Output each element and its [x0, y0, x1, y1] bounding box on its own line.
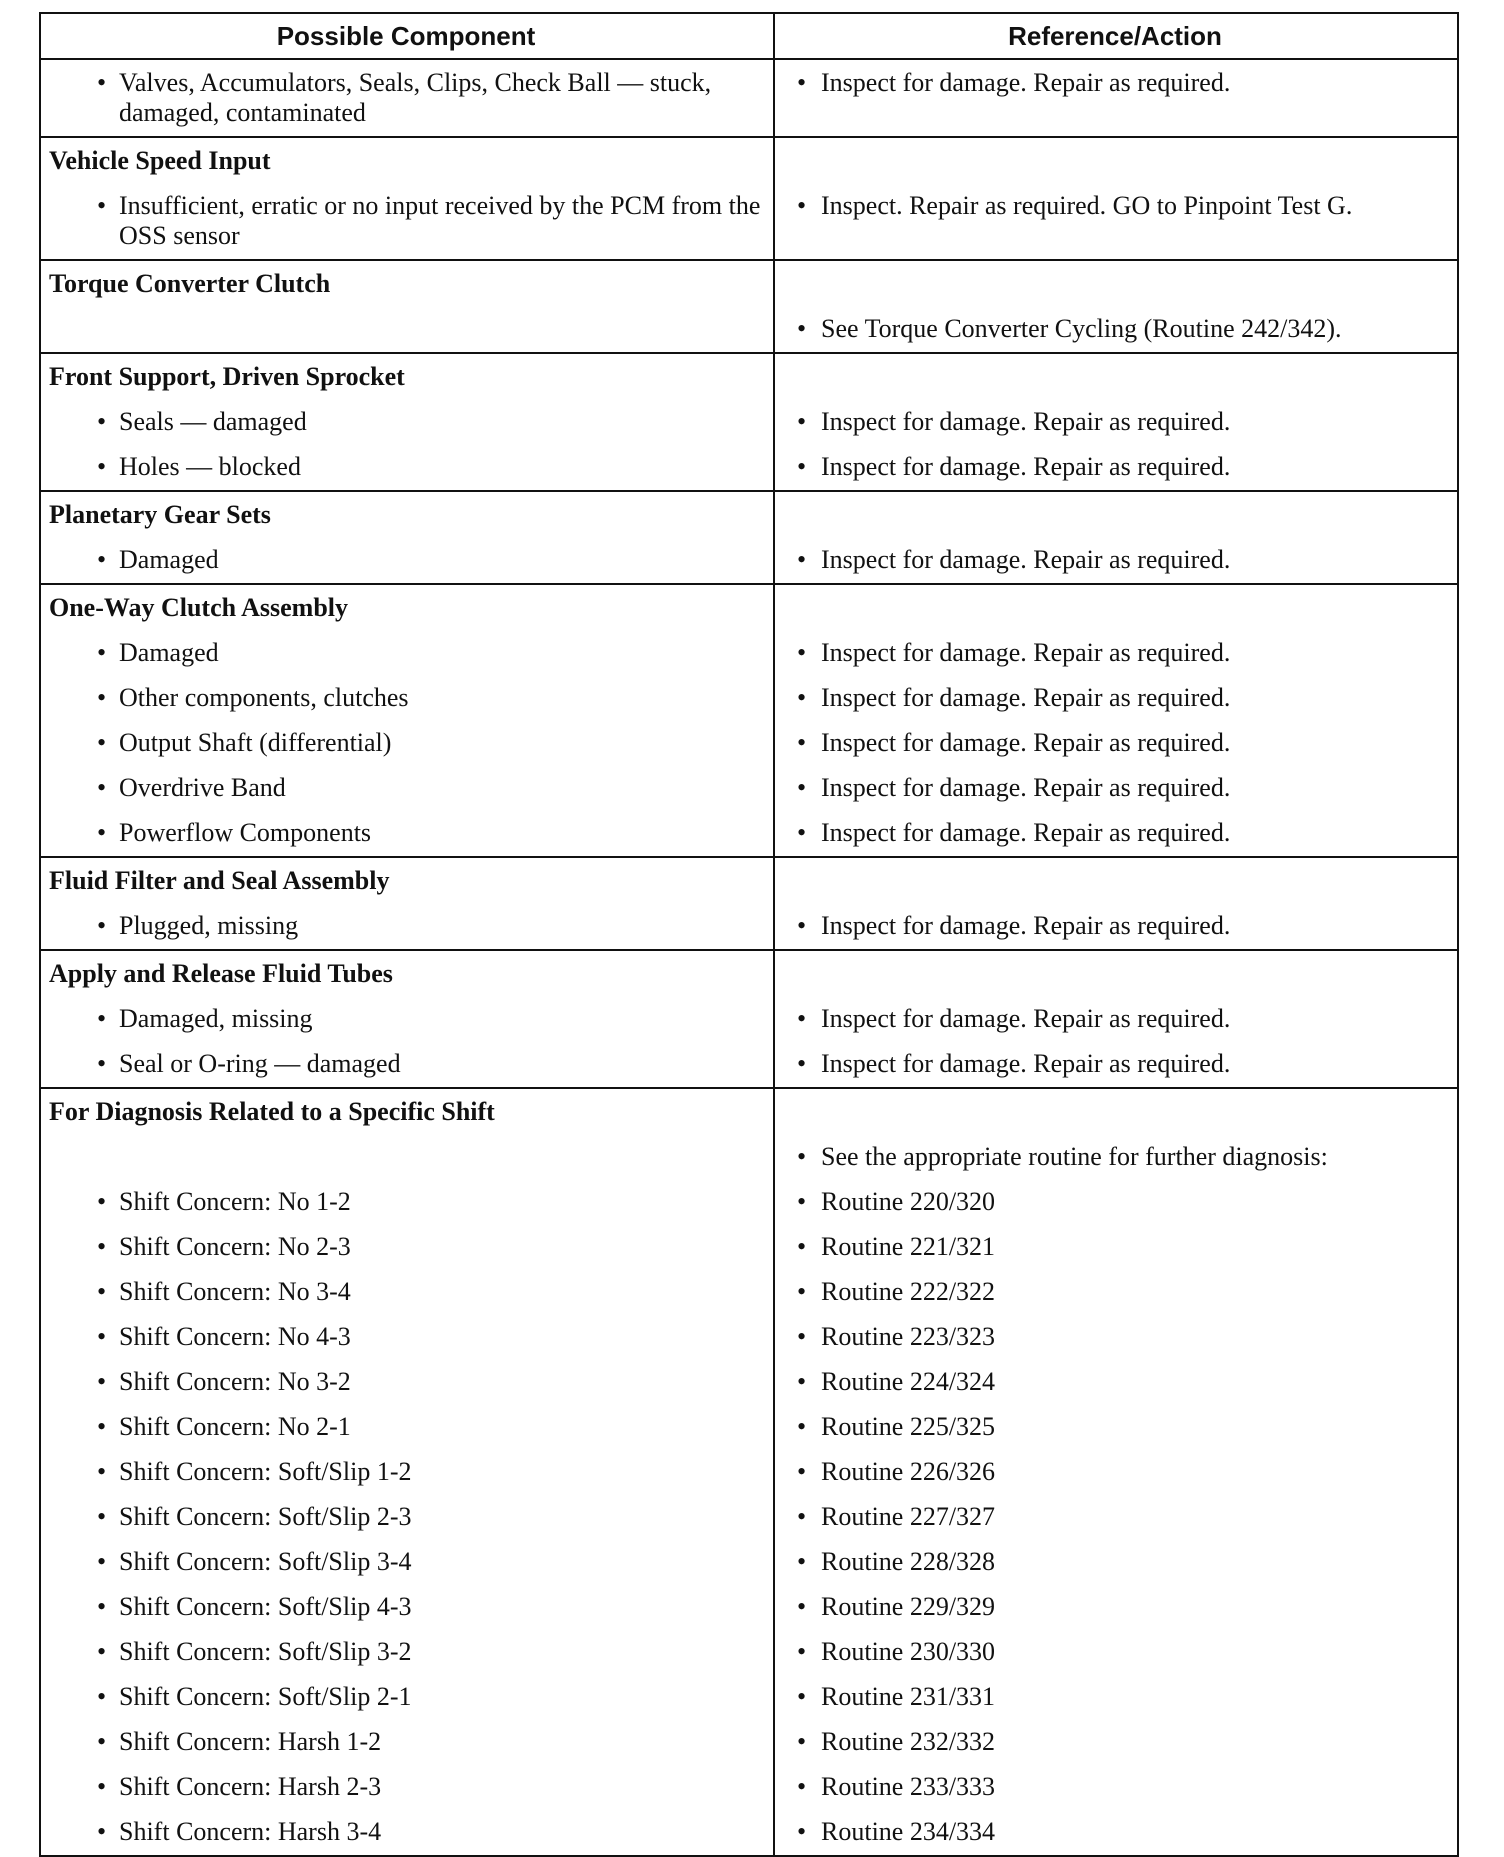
component-text: Plugged, missing — [119, 911, 299, 940]
action-item — [783, 728, 1447, 758]
component-item — [49, 1187, 763, 1217]
component-text: Output Shaft (differential) — [119, 728, 392, 757]
action-cell — [775, 858, 1457, 949]
action-item — [783, 818, 1447, 848]
action-item — [783, 314, 1447, 344]
action-item — [783, 1142, 1447, 1172]
header-reference-action: Reference/Action — [1008, 21, 1222, 51]
action-item — [783, 1004, 1447, 1034]
action-text: Routine 234/334 — [821, 1817, 996, 1846]
bullet-icon: • — [97, 1049, 107, 1078]
component-text: Other components, clutches — [119, 683, 409, 712]
group-title-spacer — [783, 866, 1447, 896]
component-text: Shift Concern: Soft/Slip 4-3 — [119, 1592, 412, 1621]
bullet-icon: • — [797, 452, 807, 481]
component-text: Shift Concern: Harsh 3-4 — [119, 1817, 382, 1846]
action-item — [783, 1682, 1447, 1712]
bullet-icon: • — [797, 911, 807, 940]
action-text: Inspect for damage. Repair as required. — [821, 728, 1231, 757]
action-item — [783, 1727, 1447, 1757]
action-item — [783, 1412, 1447, 1442]
component-item — [49, 818, 763, 848]
bullet-icon: • — [797, 1232, 807, 1261]
component-text: Damaged — [119, 638, 219, 667]
action-item — [783, 1502, 1447, 1532]
group-title: Planetary Gear Sets — [49, 500, 271, 529]
bullet-icon: • — [97, 1457, 107, 1486]
bullet-icon: • — [97, 1817, 107, 1846]
component-text: Seal or O-ring — damaged — [119, 1049, 401, 1078]
action-item — [783, 773, 1447, 803]
bullet-icon: • — [97, 728, 107, 757]
group-title: Torque Converter Clutch — [49, 269, 331, 298]
action-text: Routine 230/330 — [821, 1637, 996, 1666]
component-item — [49, 1682, 763, 1712]
bullet-icon: • — [797, 1049, 807, 1078]
bullet-icon: • — [797, 1277, 807, 1306]
bullet-icon: • — [97, 545, 107, 574]
component-item — [49, 911, 763, 941]
component-item — [49, 1232, 763, 1262]
group-title: One-Way Clutch Assembly — [49, 593, 349, 622]
bullet-icon: • — [97, 1772, 107, 1801]
component-cell — [41, 354, 775, 490]
component-item — [49, 1772, 763, 1802]
bullet-icon: • — [797, 1004, 807, 1033]
component-item — [49, 68, 763, 128]
component-cell — [41, 858, 775, 949]
component-text: Shift Concern: Soft/Slip 3-2 — [119, 1637, 412, 1666]
bullet-icon: • — [797, 818, 807, 847]
component-text: Shift Concern: Soft/Slip 3-4 — [119, 1547, 412, 1576]
bullet-icon: • — [797, 638, 807, 667]
action-item — [783, 191, 1447, 251]
action-item — [783, 1232, 1447, 1262]
action-item — [783, 68, 1447, 128]
action-item — [783, 683, 1447, 713]
table-row-group-vehicle-speed-input — [41, 136, 1457, 259]
action-cell — [775, 951, 1457, 1087]
action-text: Routine 224/324 — [821, 1367, 996, 1396]
action-text: See Torque Converter Cycling (Routine 242/342). — [821, 314, 1342, 343]
component-text: Shift Concern: No 2-3 — [119, 1232, 351, 1261]
action-item — [783, 1637, 1447, 1667]
action-text: Routine 231/331 — [821, 1682, 996, 1711]
group-title: Front Support, Driven Sprocket — [49, 362, 405, 391]
component-text: Shift Concern: Harsh 1-2 — [119, 1727, 382, 1756]
group-title-spacer — [783, 146, 1447, 176]
bullet-icon: • — [797, 728, 807, 757]
component-item — [49, 1277, 763, 1307]
table-row-group-planetary-gear-sets — [41, 490, 1457, 583]
bullet-icon: • — [797, 1142, 807, 1171]
action-text: Inspect for damage. Repair as required. — [821, 818, 1231, 847]
action-text: Inspect for damage. Repair as required. — [821, 452, 1231, 481]
bullet-icon: • — [97, 1637, 107, 1666]
bullet-icon: • — [797, 1412, 807, 1441]
bullet-icon: • — [797, 773, 807, 802]
component-item — [49, 1457, 763, 1487]
component-item — [49, 1322, 763, 1352]
action-text: Inspect for damage. Repair as required. — [821, 911, 1231, 940]
group-title: Vehicle Speed Input — [49, 146, 271, 175]
bullet-icon: • — [97, 1547, 107, 1576]
bullet-icon: • — [97, 1232, 107, 1261]
action-text: Routine 228/328 — [821, 1547, 996, 1576]
action-cell — [775, 492, 1457, 583]
component-text: Overdrive Band — [119, 773, 286, 802]
action-cell — [775, 585, 1457, 856]
component-item — [49, 1142, 763, 1172]
action-cell — [775, 354, 1457, 490]
component-text: Shift Concern: Harsh 2-3 — [119, 1772, 382, 1801]
component-text: Shift Concern: No 3-4 — [119, 1277, 351, 1306]
table-row-group-torque-converter-clutch — [41, 259, 1457, 352]
action-text: Routine 226/326 — [821, 1457, 996, 1486]
action-item — [783, 1367, 1447, 1397]
table-row-group-front-support-driven-sprocket — [41, 352, 1457, 490]
action-cell — [775, 138, 1457, 259]
component-item — [49, 638, 763, 668]
bullet-icon: • — [797, 1727, 807, 1756]
group-title-spacer — [783, 500, 1447, 530]
action-text: Routine 225/325 — [821, 1412, 996, 1441]
component-item — [49, 1547, 763, 1577]
bullet-icon: • — [97, 911, 107, 940]
table-row-group-fluid-filter-and-seal-assembly — [41, 856, 1457, 949]
action-item — [783, 1277, 1447, 1307]
bullet-icon: • — [797, 683, 807, 712]
bullet-icon: • — [797, 1637, 807, 1666]
bullet-icon: • — [97, 1187, 107, 1216]
action-text: Routine 221/321 — [821, 1232, 996, 1261]
bullet-icon: • — [97, 1322, 107, 1351]
group-title: For Diagnosis Related to a Specific Shift — [49, 1097, 495, 1126]
component-item — [49, 1637, 763, 1667]
bullet-icon: • — [97, 452, 107, 481]
action-text: Inspect for damage. Repair as required. — [821, 545, 1231, 574]
bullet-icon: • — [797, 1502, 807, 1531]
bullet-icon: • — [797, 1682, 807, 1711]
diagnosis-table — [39, 12, 1459, 1857]
component-text: Shift Concern: No 3-2 — [119, 1367, 351, 1396]
action-text: Inspect for damage. Repair as required. — [821, 683, 1231, 712]
component-item — [49, 407, 763, 437]
bullet-icon: • — [97, 407, 107, 436]
bullet-icon: • — [97, 1367, 107, 1396]
component-item — [49, 1004, 763, 1034]
action-text: Routine 233/333 — [821, 1772, 996, 1801]
action-item — [783, 1457, 1447, 1487]
action-text: Routine 222/322 — [821, 1277, 996, 1306]
group-title-spacer — [783, 1097, 1447, 1127]
bullet-icon: • — [797, 1592, 807, 1621]
action-text: Inspect for damage. Repair as required. — [821, 68, 1231, 97]
action-text: Inspect. Repair as required. GO to Pinpoint Test G. — [821, 191, 1353, 220]
bullet-icon: • — [797, 1187, 807, 1216]
action-item — [783, 1772, 1447, 1802]
action-text: Inspect for damage. Repair as required. — [821, 407, 1231, 436]
component-item — [49, 314, 763, 344]
bullet-icon: • — [97, 1592, 107, 1621]
action-item — [783, 1322, 1447, 1352]
bullet-icon: • — [797, 407, 807, 436]
action-cell — [775, 261, 1457, 352]
component-text: Shift Concern: Soft/Slip 2-3 — [119, 1502, 412, 1531]
action-item — [783, 1049, 1447, 1079]
action-item — [783, 452, 1447, 482]
action-cell — [775, 60, 1457, 136]
component-item — [49, 1592, 763, 1622]
group-title: Apply and Release Fluid Tubes — [49, 959, 393, 988]
action-item — [783, 407, 1447, 437]
table-row-group-continued — [41, 58, 1457, 136]
bullet-icon: • — [97, 773, 107, 802]
action-text: Routine 223/323 — [821, 1322, 996, 1351]
action-cell — [775, 1089, 1457, 1855]
action-text: Inspect for damage. Repair as required. — [821, 1049, 1231, 1078]
action-item — [783, 911, 1447, 941]
component-cell — [41, 1089, 775, 1855]
action-item — [783, 1187, 1447, 1217]
group-title-spacer — [783, 959, 1447, 989]
component-item — [49, 191, 763, 251]
bullet-icon: • — [797, 191, 807, 220]
bullet-icon: • — [797, 545, 807, 574]
bullet-icon: • — [97, 1412, 107, 1441]
component-cell — [41, 138, 775, 259]
component-text: Holes — blocked — [119, 452, 301, 481]
bullet-icon: • — [97, 68, 107, 97]
bullet-icon: • — [97, 191, 107, 220]
component-text: Insufficient, erratic or no input received by the PCM from the OSS sensor — [119, 191, 761, 250]
bullet-icon: • — [97, 1727, 107, 1756]
component-item — [49, 773, 763, 803]
component-text: Damaged — [119, 545, 219, 574]
action-text: Routine 232/332 — [821, 1727, 996, 1756]
action-text: Routine 220/320 — [821, 1187, 996, 1216]
component-item — [49, 683, 763, 713]
action-text: Routine 227/327 — [821, 1502, 996, 1531]
component-item — [49, 728, 763, 758]
component-cell — [41, 585, 775, 856]
component-text: Shift Concern: No 2-1 — [119, 1412, 351, 1441]
action-text: Inspect for damage. Repair as required. — [821, 638, 1231, 667]
bullet-icon: • — [97, 683, 107, 712]
bullet-icon: • — [797, 1367, 807, 1396]
action-item — [783, 545, 1447, 575]
bullet-icon: • — [97, 818, 107, 847]
bullet-icon: • — [97, 638, 107, 667]
bullet-icon: • — [97, 1004, 107, 1033]
component-item — [49, 452, 763, 482]
component-text: Shift Concern: Soft/Slip 1-2 — [119, 1457, 412, 1486]
bullet-icon: • — [797, 1817, 807, 1846]
component-text: Seals — damaged — [119, 407, 307, 436]
component-item — [49, 1049, 763, 1079]
table-header-row — [41, 14, 1457, 58]
bullet-icon: • — [797, 68, 807, 97]
component-item — [49, 1817, 763, 1847]
component-cell — [41, 951, 775, 1087]
component-item — [49, 1412, 763, 1442]
component-text: Shift Concern: No 4-3 — [119, 1322, 351, 1351]
action-item — [783, 638, 1447, 668]
bullet-icon: • — [97, 1277, 107, 1306]
header-possible-component: Possible Component — [41, 14, 775, 58]
component-item — [49, 1727, 763, 1757]
group-title: Fluid Filter and Seal Assembly — [49, 866, 390, 895]
component-text: Powerflow Components — [119, 818, 372, 847]
action-text: Inspect for damage. Repair as required. — [821, 1004, 1231, 1033]
group-title-spacer — [783, 269, 1447, 299]
table-row-group-apply-and-release-fluid-tubes — [41, 949, 1457, 1087]
bullet-icon: • — [797, 314, 807, 343]
bullet-icon: • — [97, 1682, 107, 1711]
action-text: Inspect for damage. Repair as required. — [821, 773, 1231, 802]
component-item — [49, 1367, 763, 1397]
component-text: Valves, Accumulators, Seals, Clips, Check Ball — stuck, damaged, contaminated — [119, 68, 712, 127]
action-item — [783, 1817, 1447, 1847]
component-cell — [41, 261, 775, 352]
table-row-group-for-diagnosis-related-to-a-specific-shift — [41, 1087, 1457, 1855]
bullet-icon: • — [97, 1502, 107, 1531]
component-cell — [41, 492, 775, 583]
bullet-icon: • — [797, 1547, 807, 1576]
action-text: Routine 229/329 — [821, 1592, 996, 1621]
component-item — [49, 545, 763, 575]
group-title-spacer — [783, 593, 1447, 623]
group-title-spacer — [783, 362, 1447, 392]
table-row-group-one-way-clutch-assembly — [41, 583, 1457, 856]
action-text: See the appropriate routine for further diagnosis: — [821, 1142, 1328, 1171]
component-item — [49, 1502, 763, 1532]
component-text: Shift Concern: No 1-2 — [119, 1187, 351, 1216]
component-cell — [41, 60, 775, 136]
component-text: Damaged, missing — [119, 1004, 313, 1033]
table-body — [41, 58, 1457, 1855]
bullet-icon: • — [797, 1772, 807, 1801]
action-item — [783, 1592, 1447, 1622]
bullet-icon: • — [797, 1322, 807, 1351]
component-text: Shift Concern: Soft/Slip 2-1 — [119, 1682, 412, 1711]
action-item — [783, 1547, 1447, 1577]
bullet-icon: • — [797, 1457, 807, 1486]
